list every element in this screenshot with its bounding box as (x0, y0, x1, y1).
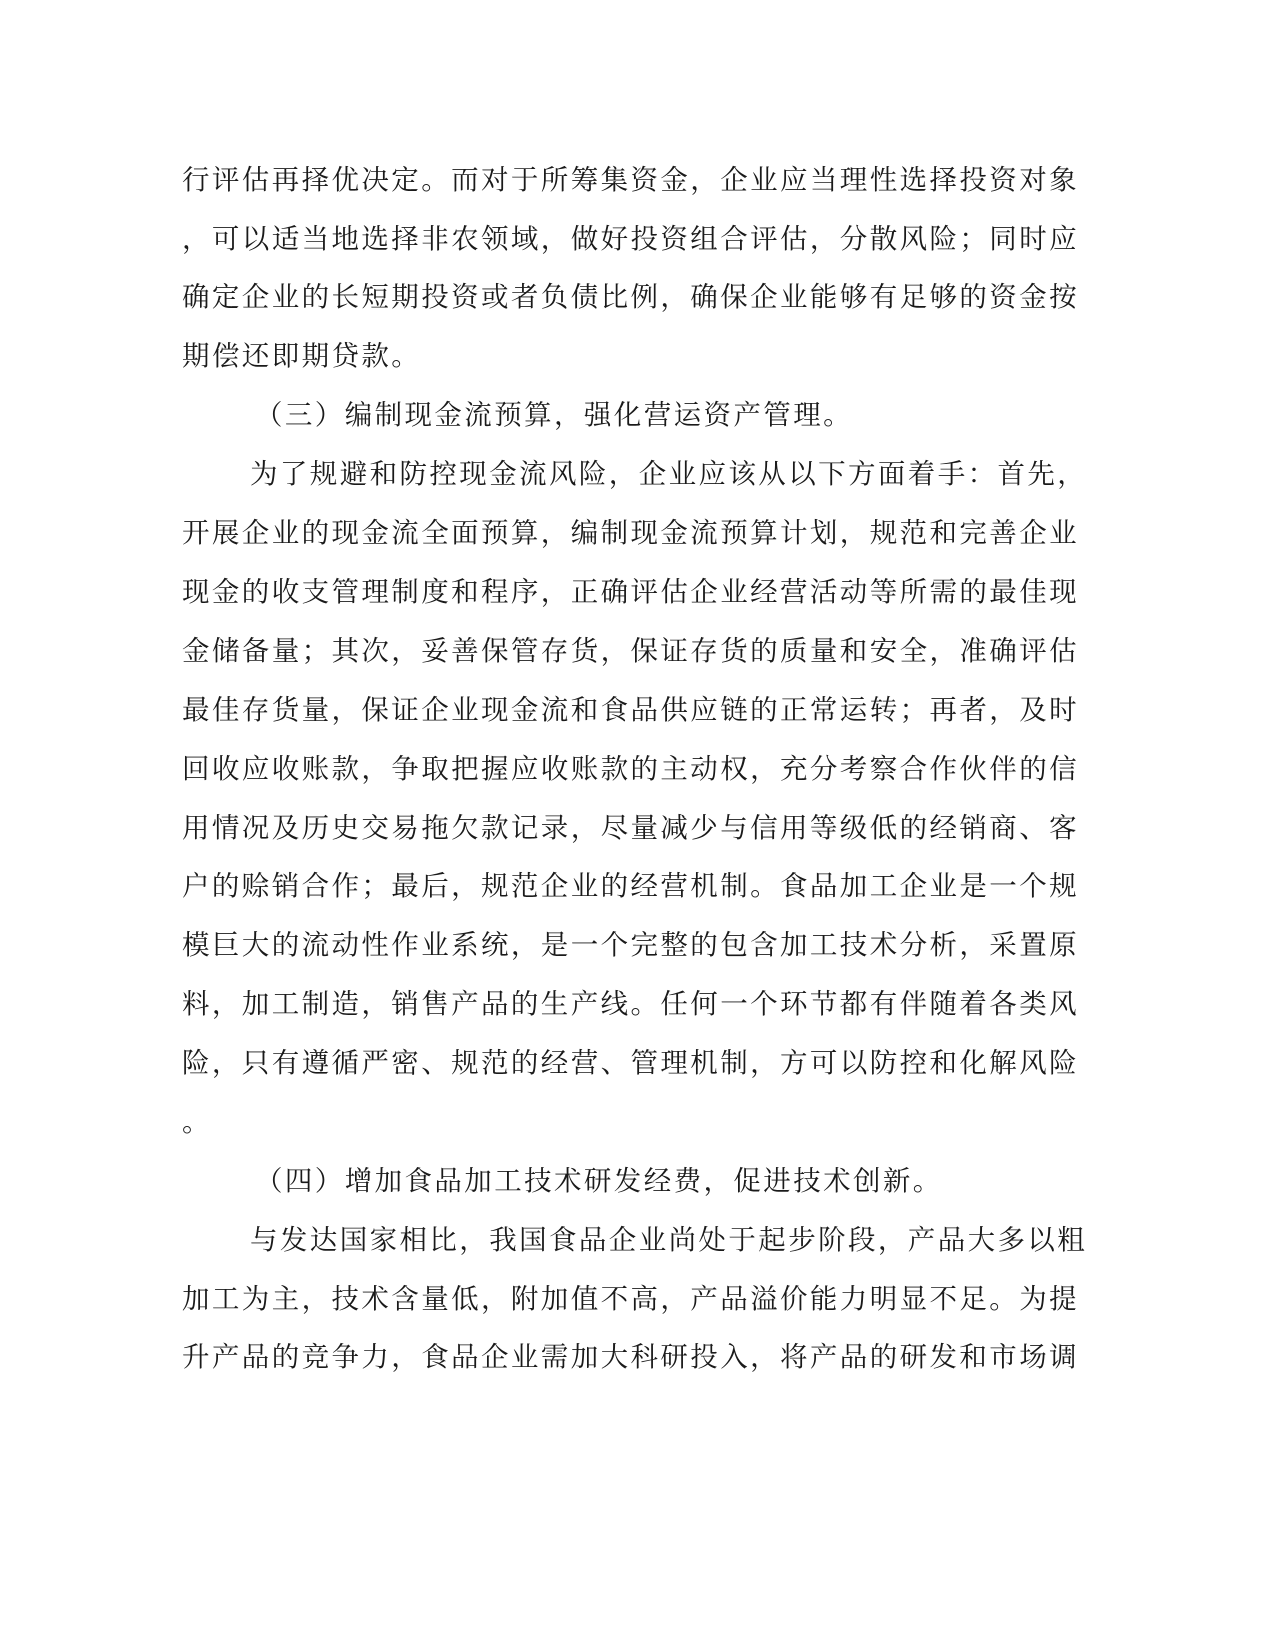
text-line: 料，加工制造，销售产品的生产线。任何一个环节都有伴随着各类风 (182, 988, 1079, 1020)
text-line: 确定企业的长短期投资或者负债比例，确保企业能够有足够的资金按 (182, 281, 1079, 313)
section-heading-3: （三）编制现金流预算，强化营运资产管理。 (255, 399, 853, 431)
text-line: 户的赊销合作；最后，规范企业的经营机制。食品加工企业是一个规 (182, 870, 1079, 902)
text-line: 期偿还即期贷款。 (182, 340, 422, 372)
paragraph-start-line: 为了规避和防控现金流风险，企业应该从以下方面着手：首先， (250, 458, 1088, 490)
text-line: 最佳存货量，保证企业现金流和食品供应链的正常运转；再者，及时 (182, 694, 1079, 726)
text-line: 金储备量；其次，妥善保管存货，保证存货的质量和安全，准确评估 (182, 635, 1079, 667)
section-heading-4: （四）增加食品加工技术研发经费，促进技术创新。 (255, 1165, 943, 1197)
text-line: 模巨大的流动性作业系统，是一个完整的包含加工技术分析，采置原 (182, 929, 1079, 961)
text-line: 开展企业的现金流全面预算，编制现金流预算计划，规范和完善企业 (182, 517, 1079, 549)
text-line: 升产品的竞争力，食品企业需加大科研投入，将产品的研发和市场调 (182, 1341, 1079, 1373)
text-line: 行评估再择优决定。而对于所筹集资金，企业应当理性选择投资对象 (182, 164, 1079, 196)
text-line: ，可以适当地选择非农领域，做好投资组合评估，分散风险；同时应 (182, 223, 1079, 255)
text-line: 回收应收账款，争取把握应收账款的主动权，充分考察合作伙伴的信 (182, 753, 1079, 785)
paragraph-start-line: 与发达国家相比，我国食品企业尚处于起步阶段，产品大多以粗 (250, 1224, 1088, 1256)
text-line: 。 (182, 1106, 212, 1138)
text-line: 用情况及历史交易拖欠款记录，尽量减少与信用等级低的经销商、客 (182, 812, 1079, 844)
text-line: 现金的收支管理制度和程序，正确评估企业经营活动等所需的最佳现 (182, 576, 1079, 608)
text-line: 险，只有遵循严密、规范的经营、管理机制，方可以防控和化解风险 (182, 1047, 1079, 1079)
text-line: 加工为主，技术含量低，附加值不高，产品溢价能力明显不足。为提 (182, 1283, 1079, 1315)
